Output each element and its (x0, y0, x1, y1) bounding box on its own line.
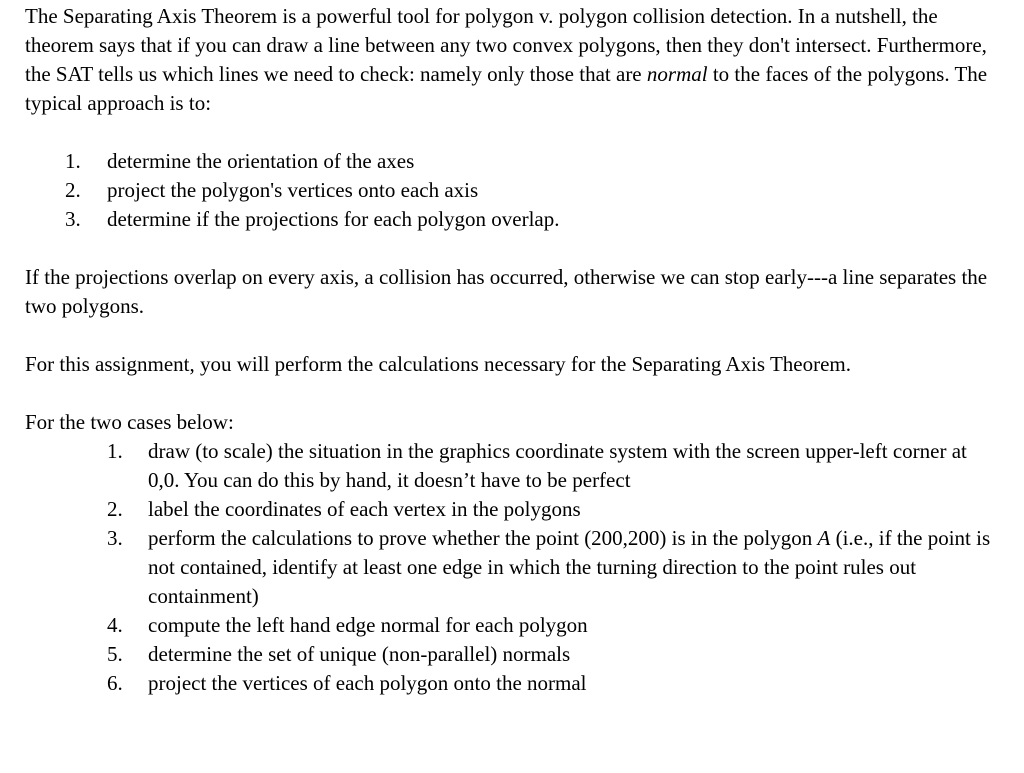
list-number: 2. (65, 178, 81, 202)
cases-intro: For the two cases below: (25, 410, 234, 434)
intro-text-after: to the faces of the polygons. The typical approach is to: (25, 62, 988, 115)
list-item (25, 524, 995, 611)
intro-italic-normal: normal (646, 62, 708, 86)
list-item (25, 176, 995, 205)
polygon-a-label: A (817, 526, 831, 550)
list-text-after: (i.e., if the point is not contained, identify at least one edge in which the turning direction to the point rules out containment) (148, 526, 991, 608)
intro-paragraph (25, 2, 995, 118)
list-number: 4. (107, 613, 123, 637)
spacer (25, 321, 995, 350)
list-item (25, 205, 995, 234)
list-number: 1. (107, 439, 123, 463)
list-text: determine if the projections for each polygon overlap. (107, 207, 560, 231)
list-text-before: perform the calculations to prove whether the point (200,200) is in the polygon (148, 526, 818, 550)
list-item (25, 611, 995, 640)
spacer (25, 234, 995, 263)
collision-paragraph: If the projections overlap on every axis, a collision has occurred, otherwise we can stop early---a line separates the two polygons. (25, 265, 988, 318)
list-item (25, 640, 995, 669)
list-item (25, 437, 995, 495)
list-text: draw (to scale) the situation in the graphics coordinate system with the screen upper-left corner at 0,0. You can do this by hand, it doesn’t have to be perfect (148, 439, 967, 492)
spacer (25, 379, 995, 408)
list-text: determine the orientation of the axes (107, 149, 415, 173)
list-text: label the coordinates of each vertex in the polygons (148, 497, 581, 521)
list-number: 6. (107, 671, 123, 695)
list-number: 5. (107, 642, 123, 666)
spacer (25, 118, 995, 147)
list-item (25, 495, 995, 524)
approach-steps-list (25, 147, 995, 234)
list-number: 3. (65, 207, 81, 231)
document-body (25, 2, 995, 698)
list-text: compute the left hand edge normal for each polygon (148, 613, 588, 637)
list-number: 1. (65, 149, 81, 173)
intro-text-before: The Separating Axis Theorem is a powerful tool for polygon v. polygon collision detection. In a nutshell, the theorem says that if you can draw a line between any two convex polygons, then they don't intersect. Furthermore, the SAT tells us which lines we need to check: namely only those that are (25, 4, 987, 86)
assignment-paragraph: For this assignment, you will perform the calculations necessary for the Separating Axis Theorem. (25, 352, 852, 376)
tasks-list (25, 437, 995, 698)
list-item (25, 147, 995, 176)
list-text: project the vertices of each polygon onto the normal (148, 671, 587, 695)
list-item (25, 669, 995, 698)
list-text: determine the set of unique (non-parallel) normals (148, 642, 571, 666)
list-text: project the polygon's vertices onto each axis (107, 178, 479, 202)
list-number: 2. (107, 497, 123, 521)
list-number: 3. (107, 526, 123, 550)
